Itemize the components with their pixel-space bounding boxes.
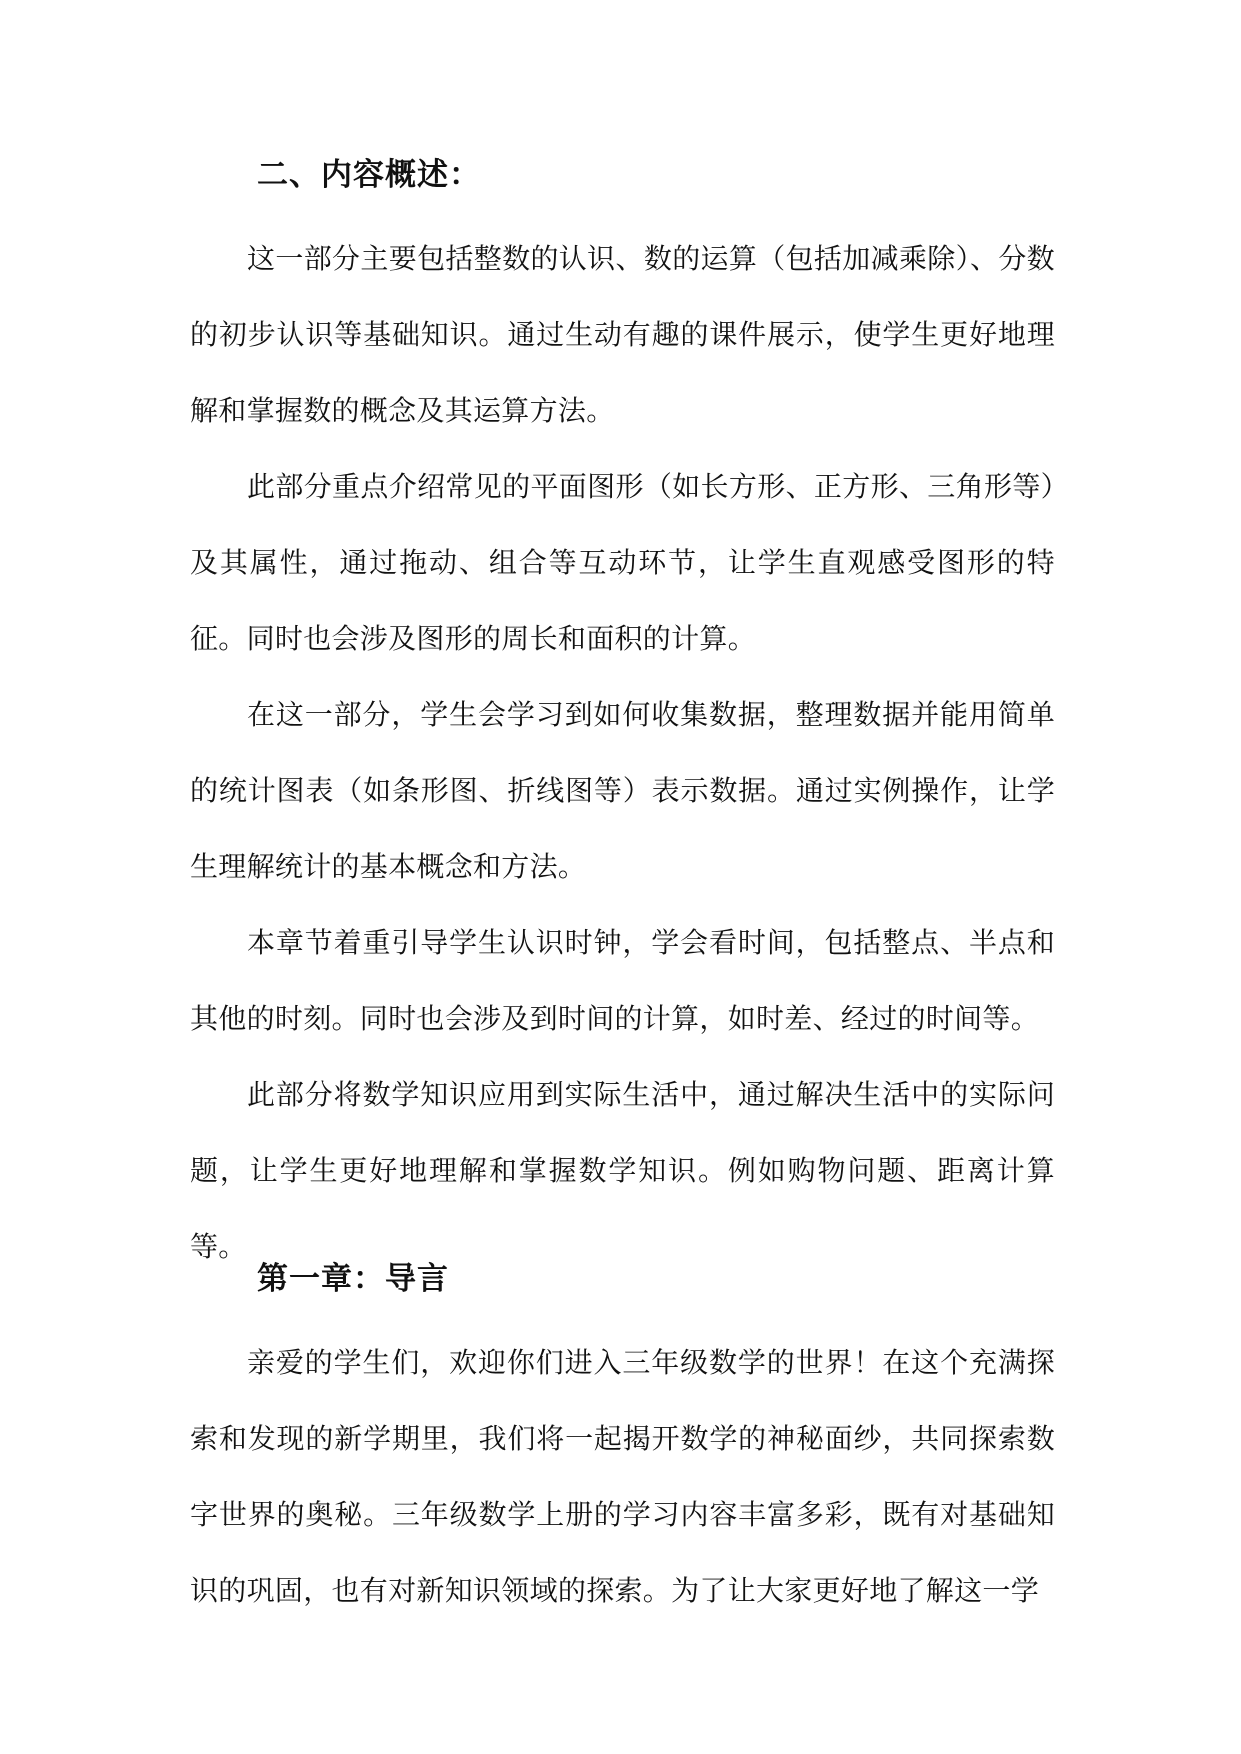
section-heading-content-overview: 二、内容概述： bbox=[257, 157, 481, 193]
paragraph-numbers-and-operations: 这一部分主要包括整数的认识、数的运算（包括加减乘除）、分数的初步认识等基础知识。通过生动有趣的课件展示，使学生更好地理解和掌握数的概念及其运算方法。 bbox=[190, 242, 1055, 427]
paragraph-plane-figures: 此部分重点介绍常见的平面图形（如长方形、正方形、三角形等）及其属性，通过拖动、组合等互动环节，让学生直观感受图形的特征。同时也会涉及图形的周长和面积的计算。 bbox=[190, 470, 1055, 655]
paragraph-statistics: 在这一部分，学生会学习到如何收集数据，整理数据并能用简单的统计图表（如条形图、折线图等）表示数据。通过实例操作，让学生理解统计的基本概念和方法。 bbox=[190, 698, 1055, 883]
paragraph-welcome: 亲爱的学生们，欢迎你们进入三年级数学的世界！在这个充满探索和发现的新学期里，我们将一起揭开数学的神秘面纱，共同探索数字世界的奥秘。三年级数学上册的学习内容丰富多彩，既有对基础知识的巩固，也有对新知识领域的探索。为了让大家更好地了解这一学 bbox=[190, 1346, 1055, 1607]
chapter-heading-introduction: 第一章：导言 bbox=[257, 1261, 449, 1297]
paragraph-time: 本章节着重引导学生认识时钟，学会看时间，包括整点、半点和其他的时刻。同时也会涉及到时间的计算，如时差、经过的时间等。 bbox=[190, 926, 1055, 1035]
paragraph-applications: 此部分将数学知识应用到实际生活中，通过解决生活中的实际问题，让学生更好地理解和掌握数学知识。例如购物问题、距离计算等。 bbox=[190, 1078, 1055, 1263]
